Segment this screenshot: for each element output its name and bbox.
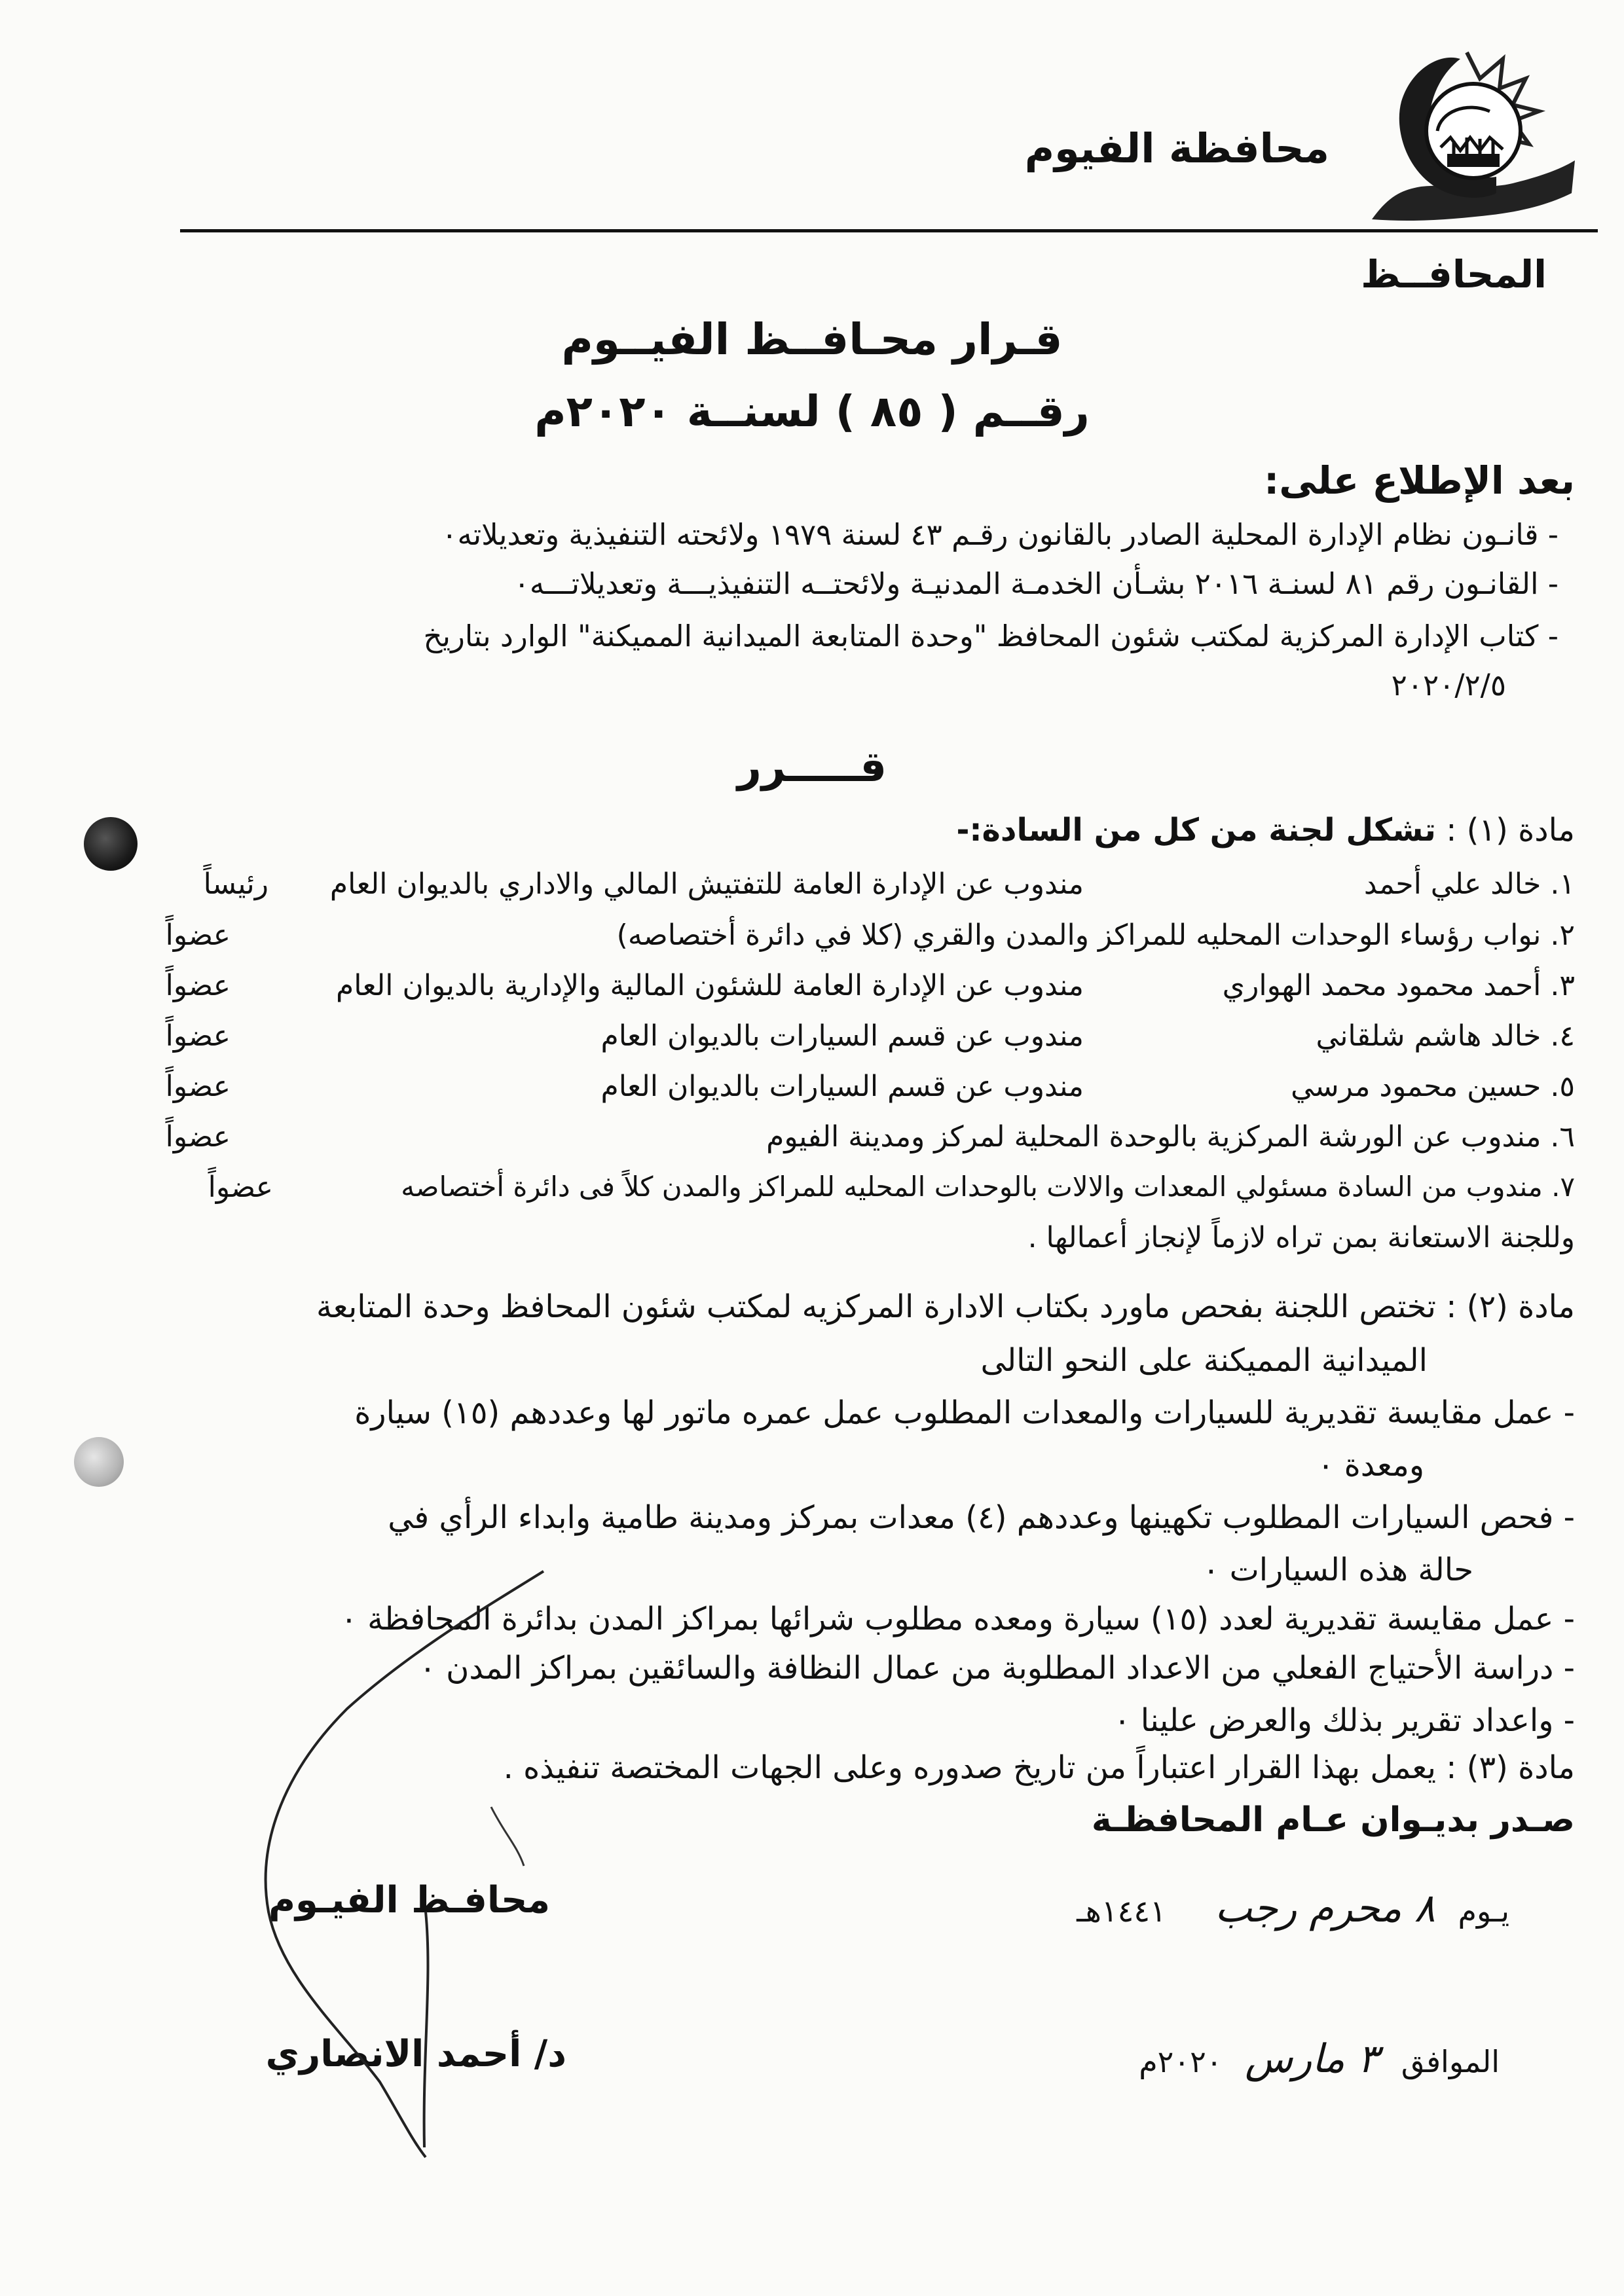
member-role: مندوب عن الإدارة العامة للتفتيش المالي والاداري بالديوان العام	[329, 867, 1084, 901]
gregorian-label: الموافق	[1401, 2044, 1500, 2079]
article2-label: مادة (٢) :	[1435, 1288, 1575, 1325]
gregorian-handwritten: ٣ مارس	[1245, 2036, 1379, 2082]
preamble-item: - قانـون نظام الإدارة المحلية الصادر بالقانون رقـم ٤٣ لسنة ١٩٧٩ ولائحته التنفيذية وتعديلاته٠	[441, 517, 1559, 552]
task-item-cont: ومعدة ٠	[1317, 1447, 1424, 1484]
punch-hole	[74, 1437, 124, 1487]
article3-text: يعمل بهذا القرار اعتباراً من تاريخ صدوره وعلى الجهات المختصة تنفيذه .	[503, 1749, 1436, 1786]
gregorian-year: ٢٠٢٠م	[1139, 2044, 1223, 2079]
committee-note: وللجنة الاستعانة بمن تراه لازماً لإنجاز أعمالها .	[1027, 1221, 1575, 1254]
article3-paragraph	[504, 1749, 1575, 1786]
member-role: مندوب عن الإدارة العامة للشئون المالية والإدارية بالديوان العام	[335, 969, 1084, 1002]
article3-label: مادة (٣) :	[1435, 1749, 1575, 1786]
article2-paragraph	[316, 1288, 1575, 1325]
governorate-seal	[1362, 39, 1578, 229]
day-label: يـوم	[1458, 1893, 1509, 1929]
preamble-item: - القانـون رقم ٨١ لسنـة ٢٠١٦ بشـأن الخدمـة المدنيـة ولائحتــه التنفيذيـــة وتعديلاتـــه٠	[513, 566, 1559, 601]
office-label: المحافــظ	[1361, 252, 1547, 297]
article1-label: مادة (١) :	[1435, 812, 1575, 848]
member-name: ٤. خالد هاشم شلقاني	[1316, 1019, 1575, 1053]
governorate-seal-icon	[1362, 39, 1578, 229]
member-name: ٢. نواب رؤساء الوحدات المحليه للمراكز والمدن والقري (كلا في دائرة أختصاصه)	[616, 919, 1575, 952]
member-role: مندوب عن قسم السيارات بالديوان العام	[600, 1070, 1084, 1103]
member-position: عضواً	[165, 919, 231, 952]
task-item-cont: حالة هذه السيارات ٠	[1202, 1552, 1473, 1588]
preamble-item: - كتاب الإدارة المركزية لمكتب شئون المحافظ "وحدة المتابعة الميدانية المميكنة" الوارد بتاريخ	[423, 619, 1559, 653]
article2-text: تختص اللجنة بفحص ماورد بكتاب الادارة المركزيه لمكتب شئون المحافظ وحدة المتابعة	[316, 1288, 1436, 1325]
task-item: - دراسة الأحتياج الفعلي من الاعداد المطلوبة من عمال النظافة والسائقين بمراكز المدن ٠	[419, 1650, 1575, 1686]
task-item: - عمل مقايسة تقديرية لعدد (١٥) سيارة ومعده مطلوب شرائها بمراكز المدن بدائرة المحافظة ٠	[341, 1601, 1575, 1637]
decision-number: رقــم ( ٨٥ ) لسنــة ٢٠٢٠م	[534, 386, 1090, 437]
member-position: عضواً	[165, 1120, 231, 1154]
governorate-name: محافظة الفيوم	[1024, 124, 1329, 172]
governor-name: د/ أحمد الانصاري	[265, 2033, 566, 2075]
issued-at: صـدر بديـوان عـام المحافظـة	[1091, 1800, 1575, 1840]
hijri-year: ١٤٤١هـ	[1077, 1893, 1166, 1929]
member-position: عضواً	[165, 1019, 231, 1053]
member-position: رئيساً	[203, 867, 268, 901]
member-name: ٦. مندوب عن الورشة المركزية بالوحدة المحلية لمركز ومدينة الفيوم	[766, 1120, 1575, 1154]
member-role: مندوب عن قسم السيارات بالديوان العام	[600, 1019, 1084, 1053]
member-name: ١. خالد علي أحمد	[1363, 867, 1575, 901]
hijri-handwritten: ٨ محرم رجب	[1215, 1886, 1435, 1931]
member-name: ٣. أحمد محمود محمد الهواري	[1222, 969, 1575, 1002]
article1-title: تشكل لجنة من كل من السادة:-	[956, 812, 1436, 848]
hijri-date-line	[1077, 1886, 1509, 1931]
member-position: عضواً	[165, 1070, 231, 1103]
preamble-heading: بعد الإطلاع على:	[1264, 458, 1575, 503]
preamble-date: ٢٠٢٠/٢/٥	[1391, 668, 1506, 702]
task-item: - فحص السيارات المطلوب تكهينها وعددهم (٤) معدات بمركز ومدينة طامية وابداء الرأي في	[388, 1499, 1575, 1536]
punch-hole	[84, 817, 138, 871]
member-name: ٧. مندوب من السادة مسئولي المعدات والالات بالوحدات المحليه للمراكز والمدن كلاً فى دائرة أختصاصه	[401, 1171, 1575, 1203]
member-position: عضواً	[208, 1171, 273, 1204]
decision-title: قـرار محـافــظ الفيــوم	[561, 314, 1063, 365]
governor-title: محافـظ الفيـوم	[268, 1879, 550, 1922]
header-divider	[180, 229, 1598, 232]
article1-heading	[956, 812, 1575, 848]
handwritten-signature	[216, 1558, 557, 2160]
gregorian-date-line	[1139, 2036, 1500, 2082]
article2-text-cont: الميدانية المميكنة على النحو التالى	[980, 1342, 1428, 1379]
task-item: - واعداد تقرير بذلك والعرض علينا ٠	[1113, 1702, 1575, 1739]
task-item: - عمل مقايسة تقديرية للسيارات والمعدات المطلوب عمل عمره ماتور لها وعددهم (١٥) سيارة	[354, 1394, 1575, 1431]
member-position: عضواً	[165, 969, 231, 1002]
decided-heading: قـــــرر	[737, 743, 887, 792]
member-name: ٥. حسين محمود مرسي	[1291, 1070, 1575, 1103]
